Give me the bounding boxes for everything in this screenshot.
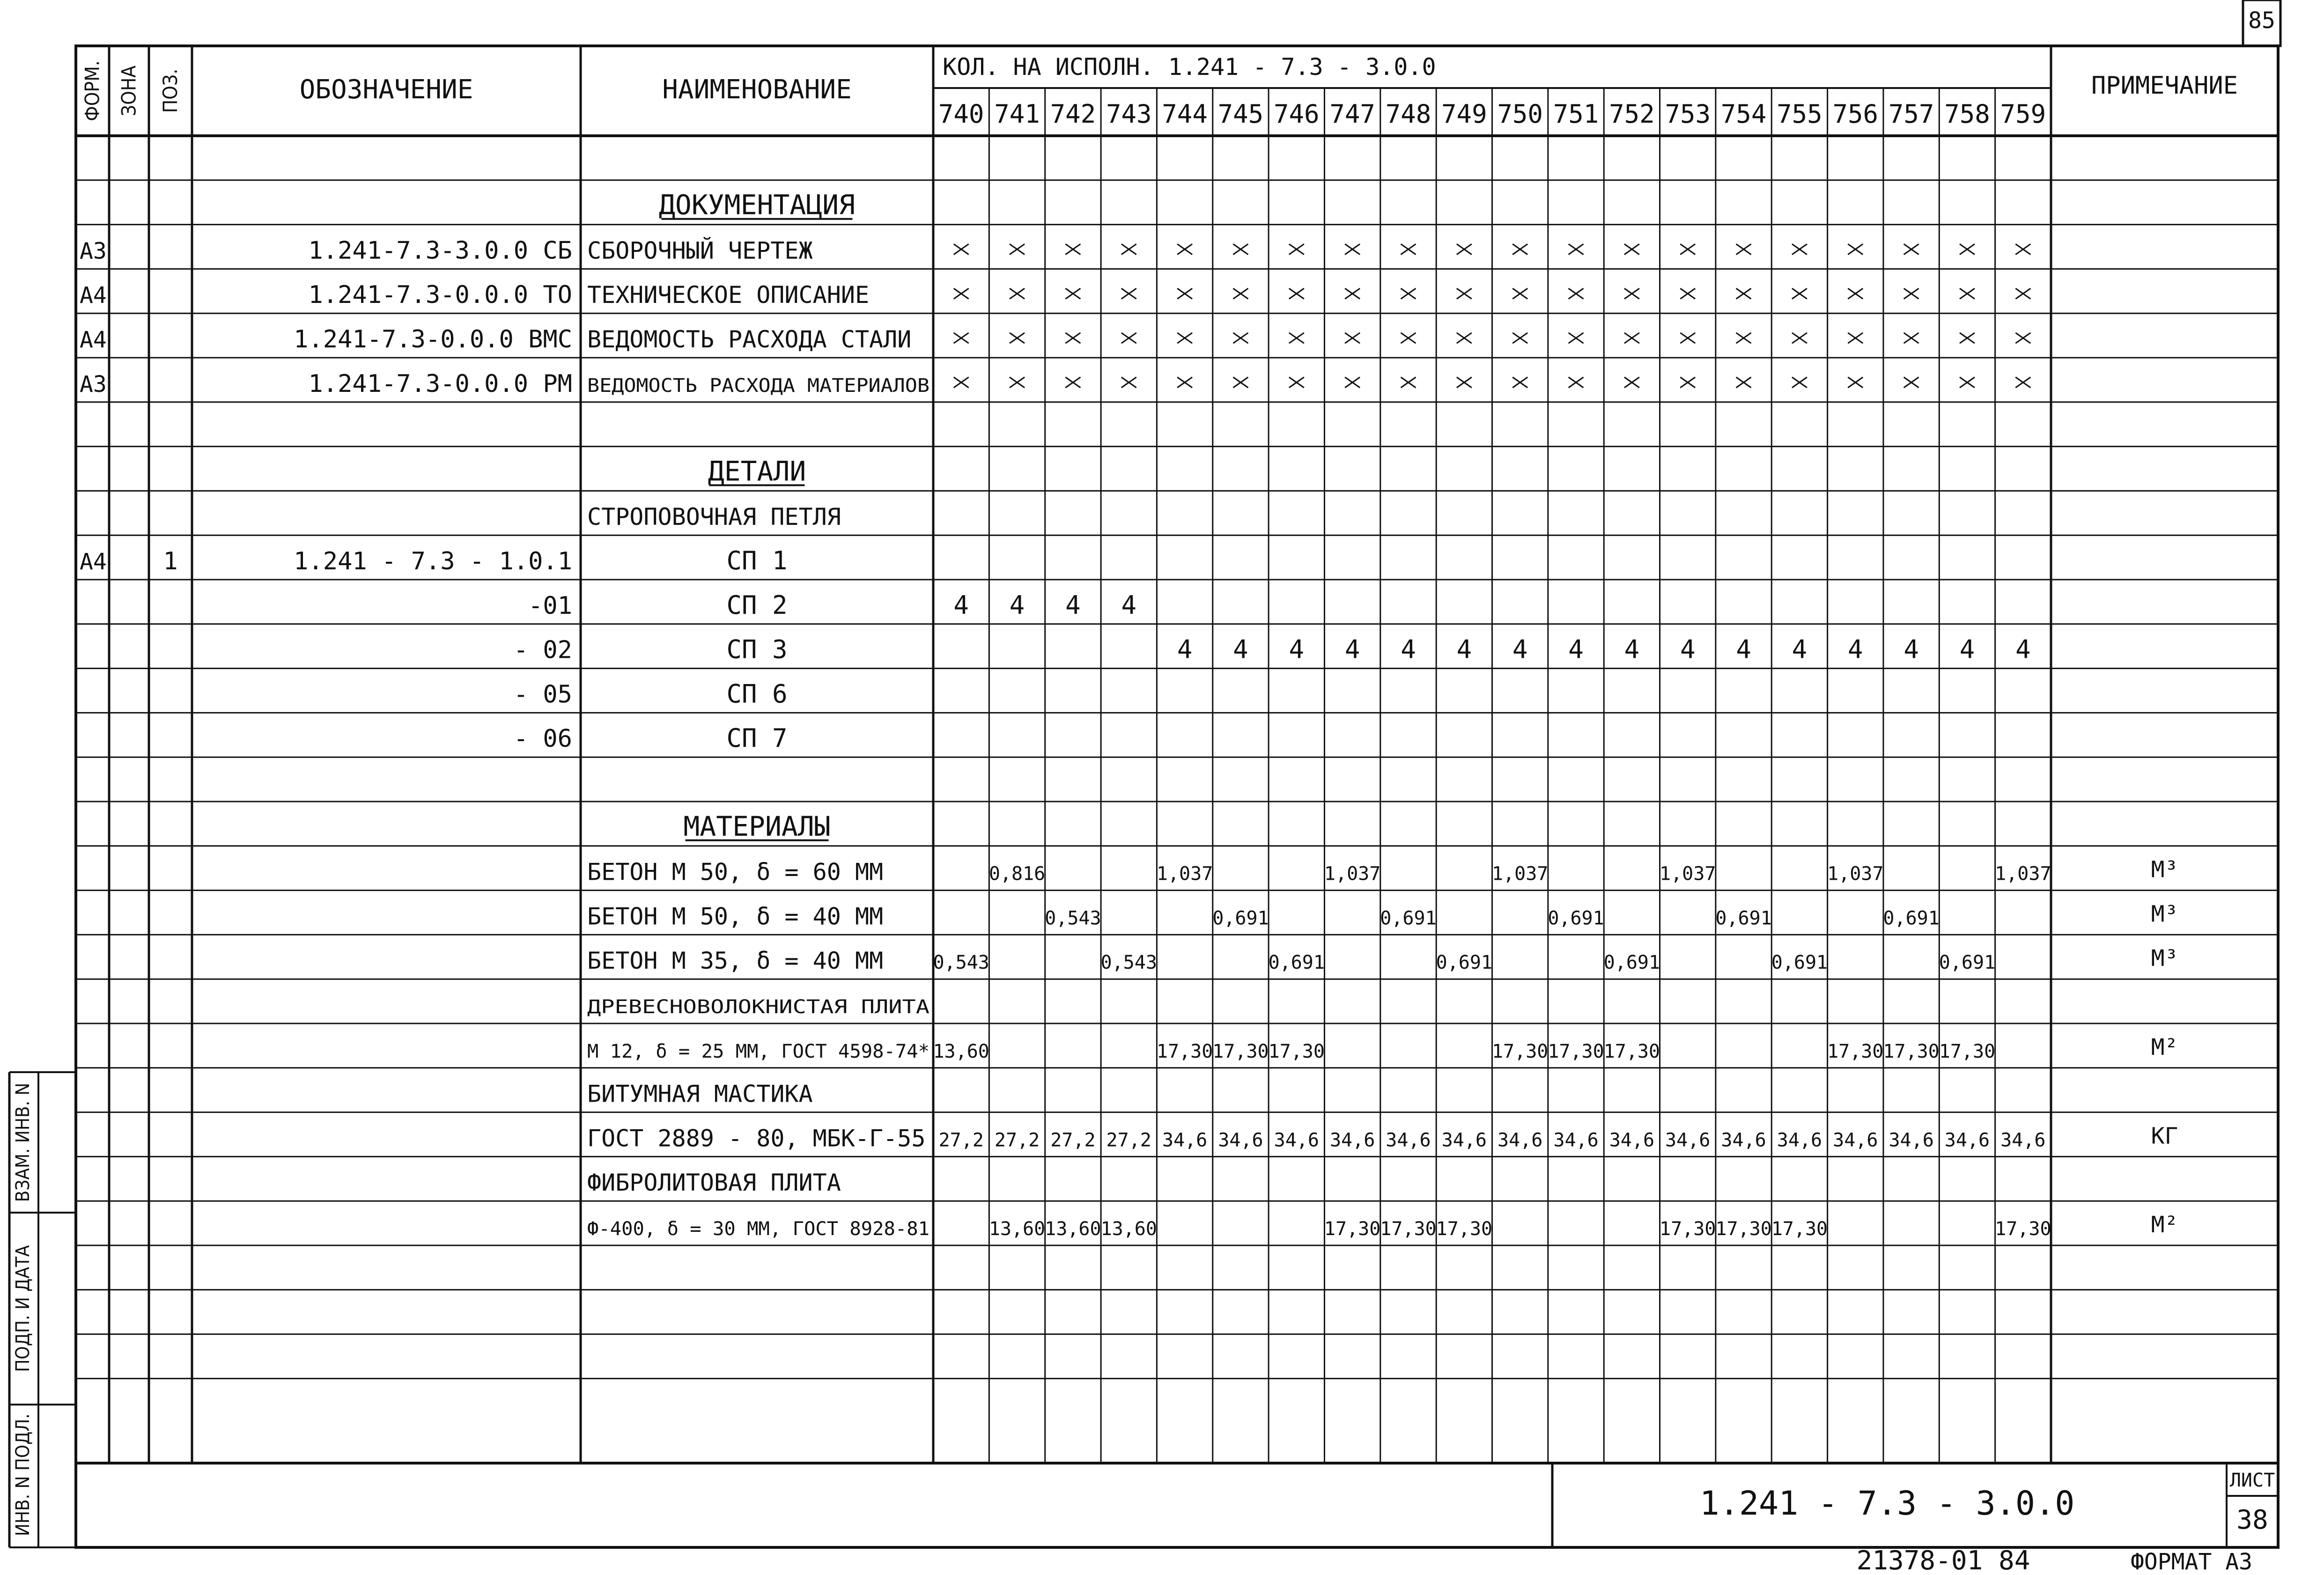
row-name: СТРОПОВОЧНАЯ ПЕТЛЯ: [587, 503, 841, 531]
row-designation: 1.241-7.3-0.0.0 ТО: [308, 281, 572, 309]
qty-value: 4: [1624, 634, 1640, 664]
qty-value: 4: [2015, 634, 2031, 664]
row-note: М³: [2151, 901, 2178, 927]
qty-value: 4: [1792, 634, 1808, 664]
qty-value: 34,6: [1386, 1129, 1431, 1151]
row-name: Ф-400, δ = 30 ММ, ГОСТ 8928-81: [587, 1218, 930, 1240]
row-form: А3: [80, 371, 107, 397]
qty-value: 1,037: [1827, 863, 1884, 885]
qty-value: 34,6: [1721, 1129, 1766, 1151]
qty-value: 17,30: [1939, 1040, 1996, 1062]
qty-value: 17,30: [1715, 1218, 1772, 1240]
qty-value: 0,691: [1883, 907, 1940, 929]
row-designation: 1.241-7.3-0.0.0 РМ: [308, 369, 572, 398]
variant-number: 741: [994, 99, 1040, 129]
variant-number: 759: [2000, 99, 2046, 129]
row-designation: 1.241 - 7.3 - 1.0.1: [294, 547, 572, 575]
qty-value: 27,2: [1106, 1129, 1151, 1151]
row-note: М³: [2151, 856, 2178, 883]
row-name: СП 3: [726, 634, 788, 664]
variant-number: 757: [1888, 99, 1934, 129]
variant-number: 746: [1274, 99, 1320, 129]
row-designation: -01: [528, 591, 572, 620]
qty-value: 34,6: [1218, 1129, 1263, 1151]
variant-number: 751: [1553, 99, 1599, 129]
page-number-top: 85: [2248, 7, 2275, 34]
variant-number: 749: [1441, 99, 1487, 129]
qty-value: 0,691: [1380, 907, 1437, 929]
qty-value: 4: [1456, 634, 1472, 664]
row-designation: - 05: [513, 680, 572, 709]
variant-number: 740: [938, 99, 984, 129]
qty-value: 34,6: [1162, 1129, 1208, 1151]
row-name: СП 1: [726, 546, 788, 575]
header-form: ФОРМ.: [81, 60, 104, 121]
qty-value: 17,30: [1995, 1218, 2051, 1240]
row-form: А4: [80, 282, 107, 309]
qty-value: 1,037: [1660, 863, 1716, 885]
variant-number: 748: [1385, 99, 1431, 129]
qty-value: 4: [1121, 590, 1136, 620]
qty-value: 0,691: [1603, 952, 1660, 974]
qty-value: 13,60: [933, 1040, 989, 1062]
sheet-label: ЛИСТ: [2229, 1470, 2275, 1491]
qty-value: 13,60: [1100, 1218, 1157, 1240]
qty-value: 0,543: [1100, 952, 1157, 974]
variant-number: 742: [1050, 99, 1096, 129]
qty-value: 17,30: [1156, 1040, 1213, 1062]
header-note: ПРИМЕЧАНИЕ: [2091, 72, 2238, 100]
row-name: М 12, δ = 25 ММ, ГОСТ 4598-74*: [587, 1040, 930, 1062]
qty-value: 17,30: [1212, 1040, 1269, 1062]
qty-value: 4: [1009, 590, 1025, 620]
side-stamp-label: ПОДП. И ДАТА: [12, 1245, 34, 1372]
qty-value: 1,037: [1995, 863, 2051, 885]
row-name: БЕТОН М 50, δ = 40 ММ: [587, 903, 884, 930]
row-note: М²: [2151, 1034, 2178, 1060]
qty-value: 17,30: [1603, 1040, 1660, 1062]
qty-value: 17,30: [1380, 1218, 1437, 1240]
variant-number: 745: [1217, 99, 1264, 129]
qty-value: 17,30: [1491, 1040, 1549, 1062]
variant-number: 743: [1106, 99, 1152, 129]
qty-value: 17,30: [1827, 1040, 1884, 1062]
qty-value: 17,30: [1548, 1040, 1604, 1062]
variant-number: 753: [1665, 99, 1711, 129]
row-note: КГ: [2151, 1123, 2178, 1149]
row-form: А4: [80, 549, 107, 575]
qty-value: 0,691: [1212, 907, 1269, 929]
qty-value: 4: [1736, 634, 1751, 664]
qty-value: 17,30: [1268, 1040, 1325, 1062]
row-designation: 1.241-7.3-3.0.0 СБ: [308, 236, 572, 265]
row-name: СП 6: [726, 679, 788, 709]
qty-value: 4: [1568, 634, 1584, 664]
header-qty-title: КОЛ. НА ИСПОЛН. 1.241 - 7.3 - 3.0.0: [943, 53, 1436, 81]
qty-value: 34,6: [1944, 1129, 1990, 1151]
header-zone: ЗОНА: [117, 65, 140, 117]
qty-value: 27,2: [1050, 1129, 1096, 1151]
row-position: 1: [163, 547, 178, 575]
qty-value: 4: [1959, 634, 1975, 664]
row-designation: 1.241-7.3-0.0.0 ВМС: [294, 325, 572, 353]
qty-value: 34,6: [1498, 1129, 1543, 1151]
row-name: СП 2: [726, 590, 788, 620]
row-name: СБОРОЧНЫЙ ЧЕРТЕЖ: [587, 237, 813, 265]
qty-value: 1,037: [1156, 863, 1213, 885]
row-note: М³: [2151, 945, 2178, 972]
qty-value: 17,30: [1883, 1040, 1940, 1062]
qty-value: 34,6: [2000, 1129, 2046, 1151]
qty-value: 17,30: [1324, 1218, 1381, 1240]
section-heading: ДЕТАЛИ: [708, 455, 806, 487]
row-form: А4: [80, 327, 107, 353]
qty-value: 27,2: [994, 1129, 1040, 1151]
row-name: БЕТОН М 50, δ = 60 ММ: [587, 858, 884, 886]
qty-value: 34,6: [1889, 1129, 1934, 1151]
variant-number: 758: [1944, 99, 1990, 129]
qty-value: 17,30: [1660, 1218, 1716, 1240]
qty-value: 34,6: [1441, 1129, 1487, 1151]
qty-value: 0,691: [1268, 952, 1325, 974]
row-form: А3: [80, 238, 107, 265]
qty-value: 4: [1233, 634, 1248, 664]
header-name: НАИМЕНОВАНИЕ: [662, 74, 852, 105]
qty-value: 27,2: [938, 1129, 984, 1151]
row-name: ДРЕВЕСНОВОЛОКНИСТАЯ ПЛИТА: [587, 996, 930, 1018]
qty-value: 4: [1177, 634, 1193, 664]
qty-value: 0,543: [933, 952, 989, 974]
qty-value: 4: [1848, 634, 1863, 664]
qty-value: 4: [1344, 634, 1360, 664]
format-label: ФОРМАТ А3: [2130, 1549, 2253, 1575]
row-name: ВЕДОМОСТЬ РАСХОДА МАТЕРИАЛОВ: [587, 375, 930, 397]
qty-value: 34,6: [1553, 1129, 1599, 1151]
header-pos: ПОЗ.: [159, 68, 182, 113]
qty-value: 0,691: [1436, 952, 1493, 974]
qty-value: 1,037: [1324, 863, 1381, 885]
section-heading: ДОКУМЕНТАЦИЯ: [658, 189, 856, 221]
row-designation: - 02: [513, 636, 572, 664]
row-designation: - 06: [513, 725, 572, 753]
qty-value: 34,6: [1833, 1129, 1878, 1151]
qty-value: 34,6: [1777, 1129, 1822, 1151]
qty-value: 0,691: [1939, 952, 1996, 974]
row-name: ВЕДОМОСТЬ РАСХОДА СТАЛИ: [587, 326, 912, 353]
qty-value: 0,543: [1045, 907, 1101, 929]
row-name: БИТУМНАЯ МАСТИКА: [587, 1080, 813, 1108]
qty-value: 0,691: [1548, 907, 1604, 929]
sheet-number: 38: [2236, 1505, 2268, 1535]
row-name: СП 7: [726, 723, 788, 753]
qty-value: 0,816: [989, 863, 1046, 885]
qty-value: 13,60: [1045, 1218, 1101, 1240]
qty-value: 17,30: [1436, 1218, 1493, 1240]
qty-value: 4: [1289, 634, 1305, 664]
row-note: М²: [2151, 1212, 2178, 1238]
qty-value: 0,691: [1715, 907, 1772, 929]
variant-number: 744: [1162, 99, 1208, 129]
qty-value: 0,691: [1771, 952, 1828, 974]
qty-value: 4: [1065, 590, 1081, 620]
header: [81, 60, 182, 121]
archive-number: 21378-01 84: [1856, 1546, 2030, 1575]
variant-number: 750: [1497, 99, 1543, 129]
qty-value: 34,6: [1609, 1129, 1655, 1151]
side-stamp-label: ВЗАМ. ИНВ. N: [12, 1082, 34, 1202]
row-name: ФИБРОЛИТОВАЯ ПЛИТА: [587, 1169, 841, 1197]
side-stamp-label: ИНВ. N ПОДЛ.: [12, 1413, 34, 1536]
sheet-frame: [76, 46, 2278, 1547]
qty-value: 13,60: [989, 1218, 1046, 1240]
variant-number: 755: [1777, 99, 1822, 129]
variant-number: 754: [1720, 99, 1767, 129]
qty-value: 17,30: [1771, 1218, 1828, 1240]
qty-value: 34,6: [1274, 1129, 1319, 1151]
variant-number: 752: [1609, 99, 1655, 129]
qty-value: 34,6: [1329, 1129, 1375, 1151]
qty-value: 4: [1512, 634, 1528, 664]
variant-number: 747: [1329, 99, 1375, 129]
qty-value: 4: [1903, 634, 1919, 664]
qty-value: 4: [1401, 634, 1416, 664]
header-designation: ОБОЗНАЧЕНИЕ: [299, 74, 473, 105]
section-heading: МАТЕРИАЛЫ: [683, 810, 831, 842]
row-name: ТЕХНИЧЕСКОЕ ОПИСАНИЕ: [587, 281, 870, 309]
row-name: ГОСТ 2889 - 80, МБК-Г-55: [587, 1125, 926, 1152]
qty-value: 1,037: [1491, 863, 1549, 885]
variant-number: 756: [1832, 99, 1879, 129]
qty-value: 4: [1680, 634, 1696, 664]
qty-value: 4: [953, 590, 969, 620]
row-name: БЕТОН М 35, δ = 40 ММ: [587, 947, 884, 975]
qty-value: 34,6: [1665, 1129, 1711, 1151]
doc-code: 1.241 - 7.3 - 3.0.0: [1699, 1484, 2075, 1523]
